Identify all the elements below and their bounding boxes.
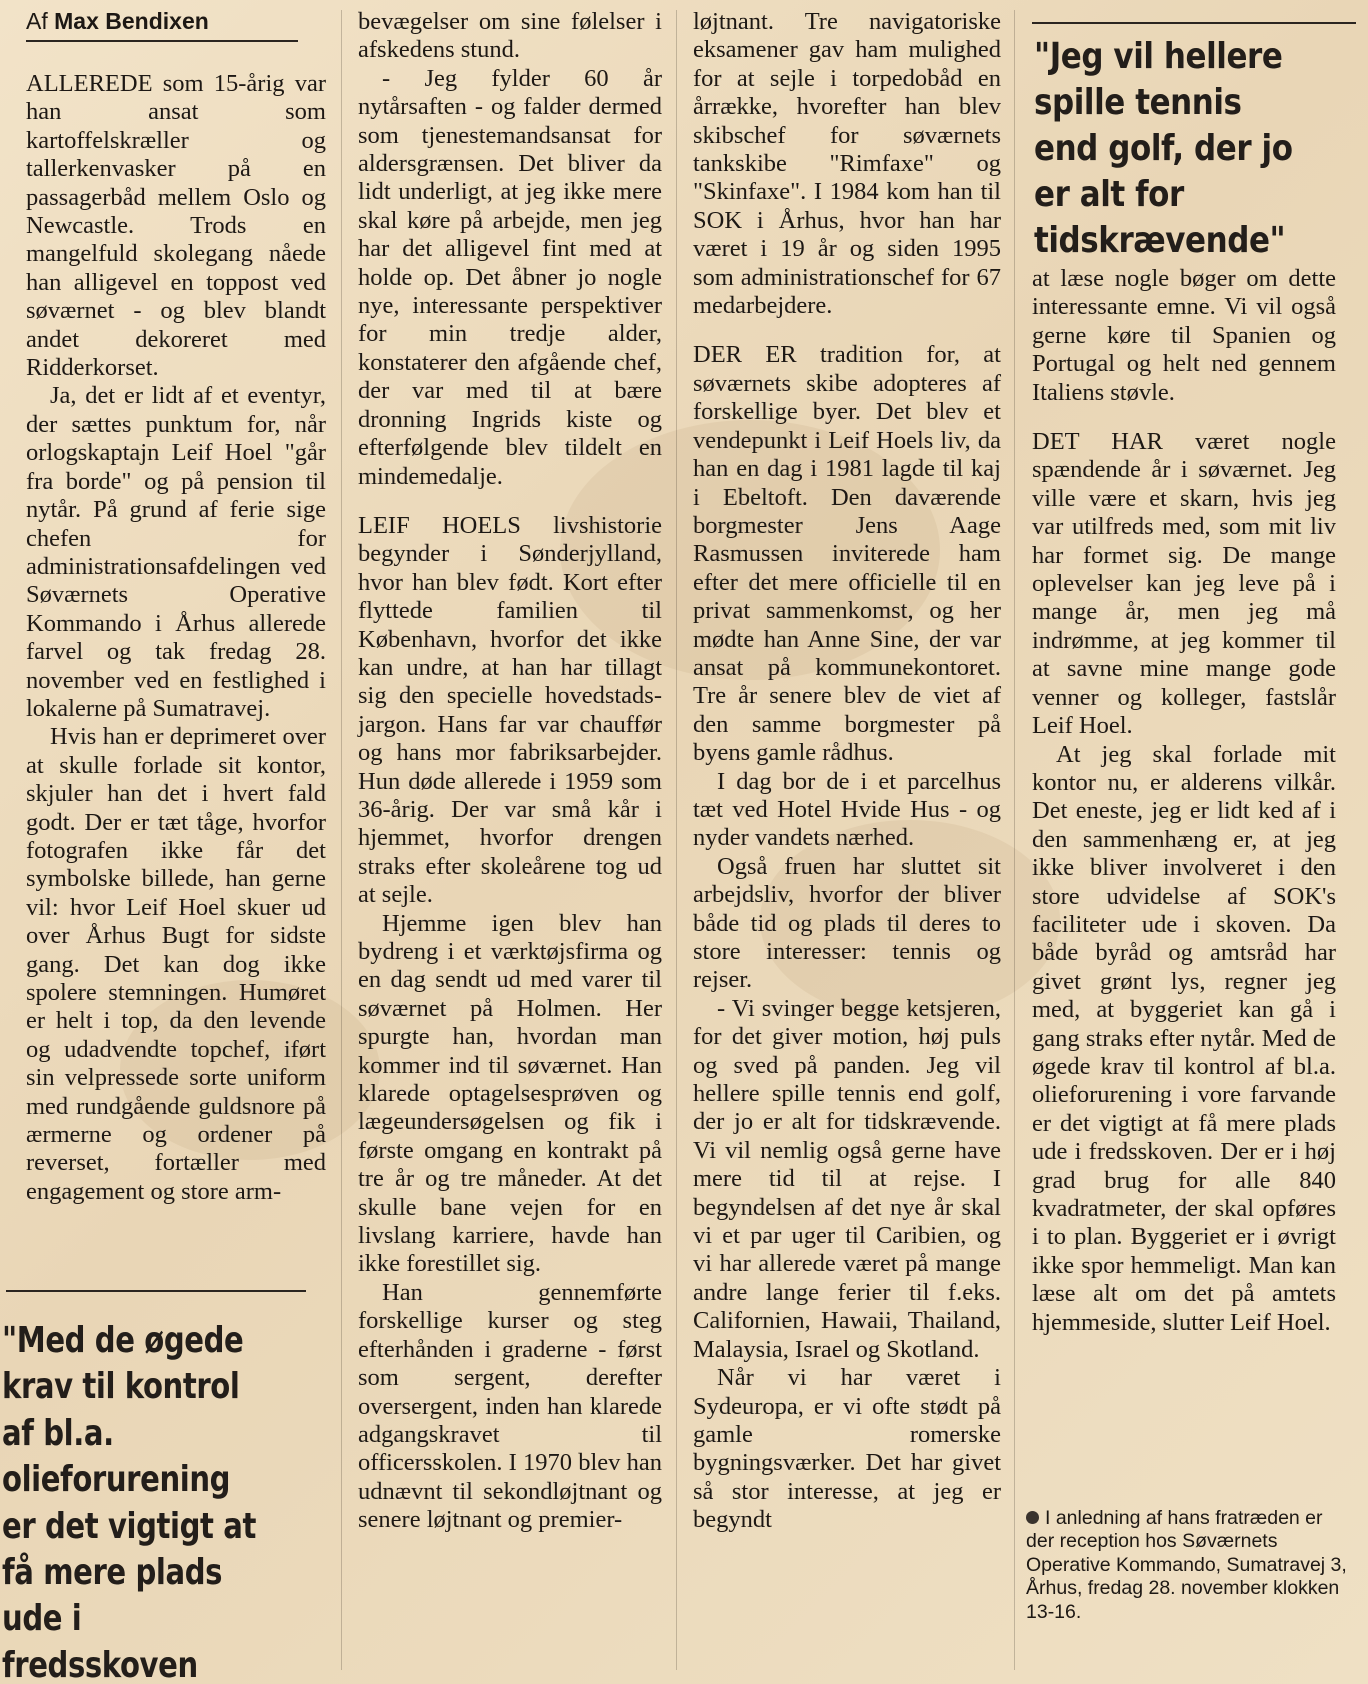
paragraph: DET HAR været nogle spændende år i søværnet. Jeg ville være et skarn, hvis jeg var utilfreds med, som mit liv har formet sig. De mange oplevelser kan jeg leve på i mange år, men jeg må indrømme, at jeg kommer til at savne mine mange gode venner og kolleger, fastslår Leif Hoel. xyxy=(1032,428,1336,740)
paragraph: bevægelser om sine følelser i afskedens stund. xyxy=(358,8,662,64)
paragraph: Hjemme igen blev han bydreng i et værktøjsfirma og en dag sendt ud med varer til søværnet på Holmen. Her spurgte han, hvordan man kommer ind til søværnet. Han klarede optagelsesprøven og lægeundersøgelsen og fik i første omgang en kontrakt på tre år og tre måneder. At det skulle bane vejen for en livslang karriere, havde han ikke forestillet sig. xyxy=(358,909,662,1278)
reception-note xyxy=(1026,1507,1356,1624)
paragraph: ALLEREDE som 15-årig var han ansat som kartoffelskræller og tallerkenvasker på en passagerbåd mellem Oslo og Newcastle. Trods en mangelfuld skolegang nåede han alligevel en toppost ved søværnet - og blev blandt andet dekoreret med Ridderkorset. xyxy=(26,70,326,382)
byline-rule xyxy=(26,40,298,42)
left-quote-rule xyxy=(6,1290,306,1292)
byline-prefix: Af xyxy=(26,8,48,34)
paragraph: - Jeg fylder 60 år nytårsaften - og falder dermed som tjenestemandsansat for aldersgrænsen. Det bliver da lidt underligt, at jeg ikke mere skal køre på arbejde, men jeg har det alligevel fint med at holde op. Det åbner jo nogle nye, interessante perspektiver for min tredje alder, konstaterer den afgående chef, der var med til at bære dronning Ingrids kiste og efterfølgende blev tildelt en mindemedalje. xyxy=(358,64,662,490)
paragraph: løjtnant. Tre navigatoriske eksamener gav ham mulighed for at sejle i torpedobåd en årrække, hvorefter han blev skibschef for søværnets tankskibe "Rimfaxe" og "Skinfaxe". I 1984 kom han til SOK i Århus, hvor han har været i 19 år og siden 1995 som administrationschef for 67 medarbejdere. xyxy=(693,8,1001,320)
paragraph: at læse nogle bøger om dette interessante emne. Vi vil også gerne køre til Spanien og Portugal og helt ned gennem Italiens støvle. xyxy=(1032,265,1336,406)
byline xyxy=(26,8,209,35)
paragraph: I dag bor de i et parcelhus tæt ved Hotel Hvide Hus - og nyder vandets nærhed. xyxy=(693,767,1001,852)
paragraph: Han gennemførte forskellige kurser og steg efterhånden i graderne - først som sergent, derefter oversergent, inden han klarede adgangskravet til officersskolen. I 1970 blev han udnævnt til sekondløjtnant og senere løjtnant og premier- xyxy=(358,1278,662,1534)
paragraph: Også fruen har sluttet sit arbejdsliv, hvorfor der bliver både tid og plads til deres to store interesser: tennis og rejser. xyxy=(693,852,1001,994)
paragraph: Ja, det er lidt af et eventyr, der sættes punktum for, når orlogskaptajn Leif Hoel "går fra borde" og på pension til nytår. På grund af ferie sige chefen for administrationsafdelingen ved Søværnets Operative Kommando i Århus allerede farvel og tak fredag 28. november ved en festlighed i lokalerne på Sumatravej. xyxy=(26,382,326,722)
byline-author: Max Bendixen xyxy=(54,8,209,34)
paragraph: Når vi har været i Sydeuropa, er vi ofte stødt på gamle romerske bygningsværker. Det har givet så stor interesse, at jeg er begyndt xyxy=(693,1364,1001,1534)
paragraph: DER ER tradition for, at søværnets skibe adopteres af forskellige byer. Det blev et vendepunkt i Leif Hoels liv, da han en dag i 1981 lagde til kaj i Ebeltoft. Den daværende borgmester Jens Aage Rasmussen inviterede ham efter det mere officielle til en privat sammenkomst, og her mødte han Anne Sine, der var ansat på kommunekontoret. Tre år senere blev de viet af den samme borgmester på byens gamle rådhus. xyxy=(693,341,1001,767)
paragraph: At jeg skal forlade mit kontor nu, er alderens vilkår. Det eneste, jeg er lidt ked af i den sammenhæng er, at jeg ikke bliver involveret i den store udvidelse af SOK's faciliteter ude i skoven. Da både byråd og amtsråd har givet grønt lys, regner jeg med, at byggeriet kan gå i gang straks efter nytår. Med de øgede krav til kontrol af bl.a. olieforurening i vore farvande er det vigtigt at få mere plads ude i fredsskoven. Der er i høj grad brug for alle 840 kvadratmeter, der skal opføres i to plan. Byggeriet er i øvrigt ikke spor hemmeligt. Man kan læse alt om det på amtets hjemmeside, slutter Leif Hoel. xyxy=(1032,740,1336,1336)
pull-quote-top: "Jeg vil hellere spille tennis end golf, der jo er alt for tidskrævende" xyxy=(1034,36,1293,261)
pull-quote-left: "Med de øgede krav til kontrol af bl.a. olieforurening er det vigtigt at få mere plads ude i fredsskoven xyxy=(2,1320,257,1684)
top-quote-rule xyxy=(1032,22,1356,24)
paragraph: - Vi svinger begge ketsjeren, for det giver motion, høj puls og sved på panden. Jeg vil hellere spille tennis end golf, der jo er alt for tidskrævende. Vi vil nemlig også gerne have mere tid til at rejse. I begyndelsen af det nye år skal vi et par uger til Caribien, og vi har allerede været på mange andre lange ferier til f.eks. Californien, Hawaii, Thailand, Malaysia, Israel og Skotland. xyxy=(693,994,1001,1363)
paragraph: Hvis han er deprimeret over at skulle forlade sit kontor, skjuler han det i hvert fald godt. Der er tæt tåge, hvorfor fotografen ikke får det symbolske billede, han gerne vil: hvor Leif Hoel skuer ud over Århus Bugt for sidste gang. Det kan dog ikke spolere stemningen. Humøret er helt i top, da den levende og udadvendte topchef, iført sin velpressede sorte uniform med rundgående guldsnore på ærmerne og ordener på reverset, fortæller med engagement og store arm- xyxy=(26,723,326,1205)
paragraph: LEIF HOELS livshistorie begynder i Sønderjylland, hvor han blev født. Kort efter flyttede familien til København, hvorfor det ikke kan undre, at han har tillagt sig den specielle hovedstads-jargon. Hans far var chauffør og hans mor fabriksarbejder. Hun døde allerede i 1959 som 36-årig. Der var små kår i hjemmet, hvorfor drengen straks efter skoleårene tog ud at sejle. xyxy=(358,511,662,909)
article-column-1 xyxy=(26,70,326,1206)
article-column-2 xyxy=(358,8,662,1535)
article-column-4 xyxy=(1032,265,1336,1337)
article-column-3 xyxy=(693,8,1001,1535)
bullet-icon xyxy=(1026,1511,1039,1524)
reception-note-text: I anledning af hans fratræden er der reception hos Søværnets Operative Kommando, Sumatravej 3, Århus, fredag 28. november klokken 13-16. xyxy=(1026,1507,1347,1623)
